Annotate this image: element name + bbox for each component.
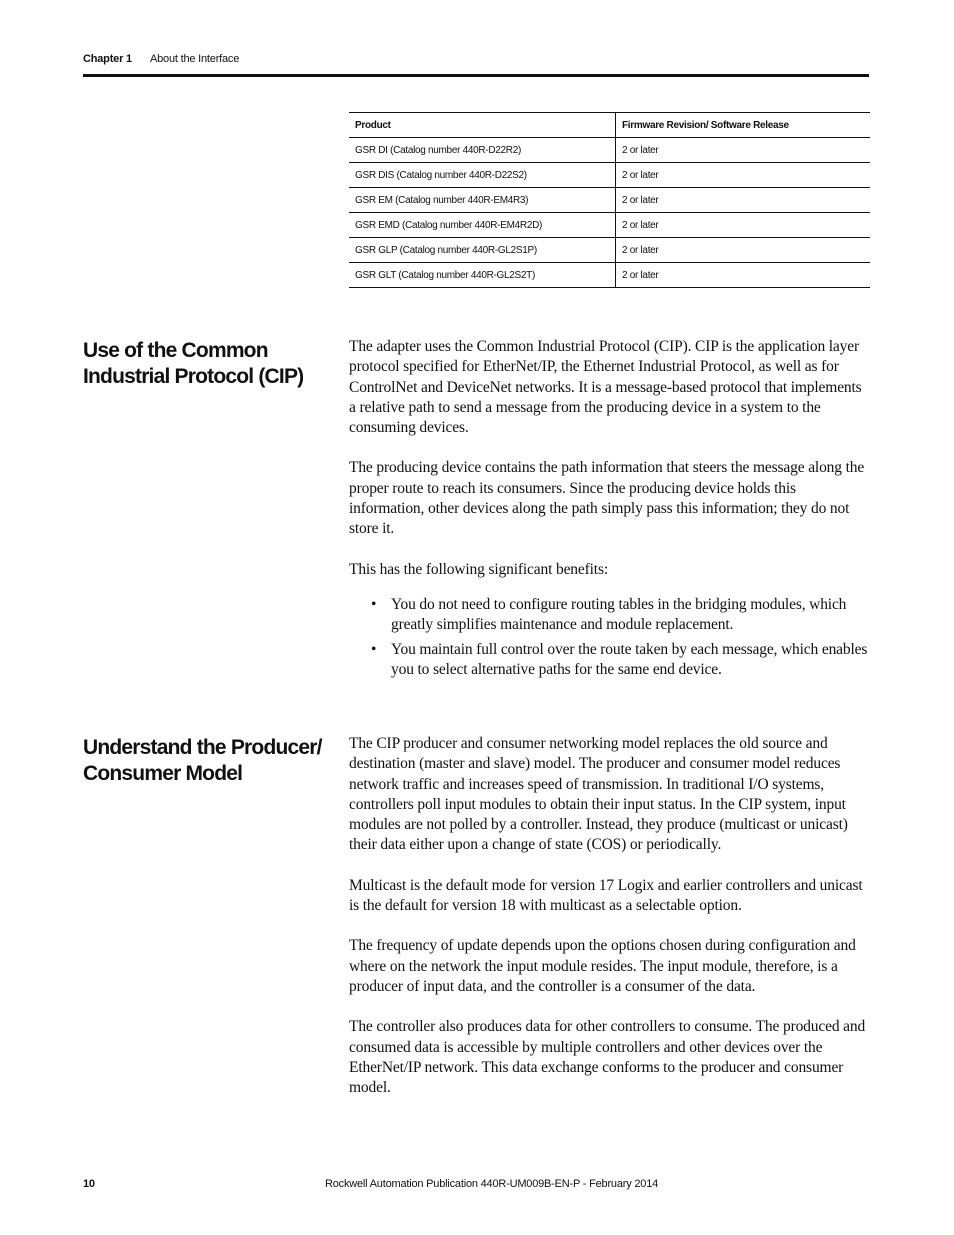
list-item [349, 640, 871, 681]
list-item [349, 595, 871, 636]
section-body-cip [349, 337, 871, 684]
firmware-cell: 2 or later [616, 238, 871, 263]
publication-info: Rockwell Automation Publication 440R-UM009B-EN-P - February 2014 [325, 1178, 659, 1190]
product-cell: GSR DI (Catalog number 440R-D22R2) [349, 138, 616, 163]
heading-line: Understand the Producer/ [83, 736, 322, 759]
paragraph: The controller also produces data for other controllers to consume. The produced and consumed data is accessible by multiple controllers and other devices over the EtherNet/IP network. This data exchange conforms to the producer and consumer model. [349, 1018, 866, 1097]
section-heading-cip [83, 338, 333, 390]
table-header-row [349, 113, 870, 138]
firmware-cell: 2 or later [616, 188, 871, 213]
table-row [349, 138, 870, 163]
firmware-cell: 2 or later [616, 138, 871, 163]
paragraph: The producing device contains the path information that steers the message along the proper route to reach its consumers. Since the producing device holds this information, other devices along the path simply pass this information; they do not store it. [349, 459, 865, 538]
paragraph: The frequency of update depends upon the options chosen during configuration and where on the network the input module resides. The input module, therefore, is a producer of input data, and the controller is a consumer of the data. [349, 937, 856, 995]
product-cell: GSR EM (Catalog number 440R-EM4R3) [349, 188, 616, 213]
section-heading-producer-consumer [83, 735, 333, 787]
paragraph: Multicast is the default mode for version 17 Logix and earlier controllers and unicast is the default for version 18 with multicast as a selectable option. [349, 876, 863, 915]
product-cell: GSR DIS (Catalog number 440R-D22S2) [349, 163, 616, 188]
heading-line: Use of the Common [83, 339, 268, 362]
table-row [349, 238, 870, 263]
table-row [349, 263, 870, 288]
firmware-cell: 2 or later [616, 163, 871, 188]
section-body-producer-consumer [349, 734, 871, 1118]
list-item-text: You maintain full control over the route taken by each message, which enables you to select alternative paths for the same end device. [391, 640, 868, 678]
firmware-cell: 2 or later [616, 263, 871, 288]
header-rule [83, 74, 869, 77]
paragraph: The adapter uses the Common Industrial Protocol (CIP). CIP is the application layer protocol specified for EtherNet/IP, the Ethernet Industrial Protocol, as well as for ControlNet and DeviceNet networks. It is a message-based protocol that implements a relative path to send a message from the producing device in a system to the consuming devices. [349, 338, 862, 437]
column-header-product: Product [349, 113, 616, 138]
compatibility-table [349, 112, 870, 288]
product-cell: GSR GLT (Catalog number 440R-GL2S2T) [349, 263, 616, 288]
table-row [349, 213, 870, 238]
bullet-icon: • [371, 595, 377, 613]
paragraph: The CIP producer and consumer networking model replaces the old source and destination (master and slave) model. The producer and consumer model reduces network traffic and increases speed of transmission. In traditional I/O systems, controllers poll input modules to obtain their input status. In the CIP system, input modules are not polled by a controller. Instead, they produce (multicast or unicast) their data either upon a change of state (COS) or periodically. [349, 735, 848, 854]
paragraph: This has the following significant benefits: [349, 560, 609, 578]
list-item-text: You do not need to configure routing tables in the bridging modules, which greatly simplifies maintenance and module replacement. [391, 595, 847, 634]
table-row [349, 163, 870, 188]
product-cell: GSR GLP (Catalog number 440R-GL2S1P) [349, 238, 616, 263]
product-cell: GSR EMD (Catalog number 440R-EM4R2D) [349, 213, 616, 238]
heading-line: Consumer Model [83, 762, 243, 785]
table-row [349, 188, 870, 213]
chapter-label: Chapter 1 [83, 53, 132, 65]
running-header [83, 53, 240, 65]
benefits-list [349, 595, 871, 680]
chapter-title: About the Interface [150, 53, 240, 65]
bullet-icon: • [371, 640, 377, 658]
firmware-cell: 2 or later [616, 213, 871, 238]
heading-line: Industrial Protocol (CIP) [83, 365, 304, 388]
column-header-firmware: Firmware Revision/ Software Release [616, 113, 871, 138]
page-number: 10 [83, 1178, 95, 1190]
